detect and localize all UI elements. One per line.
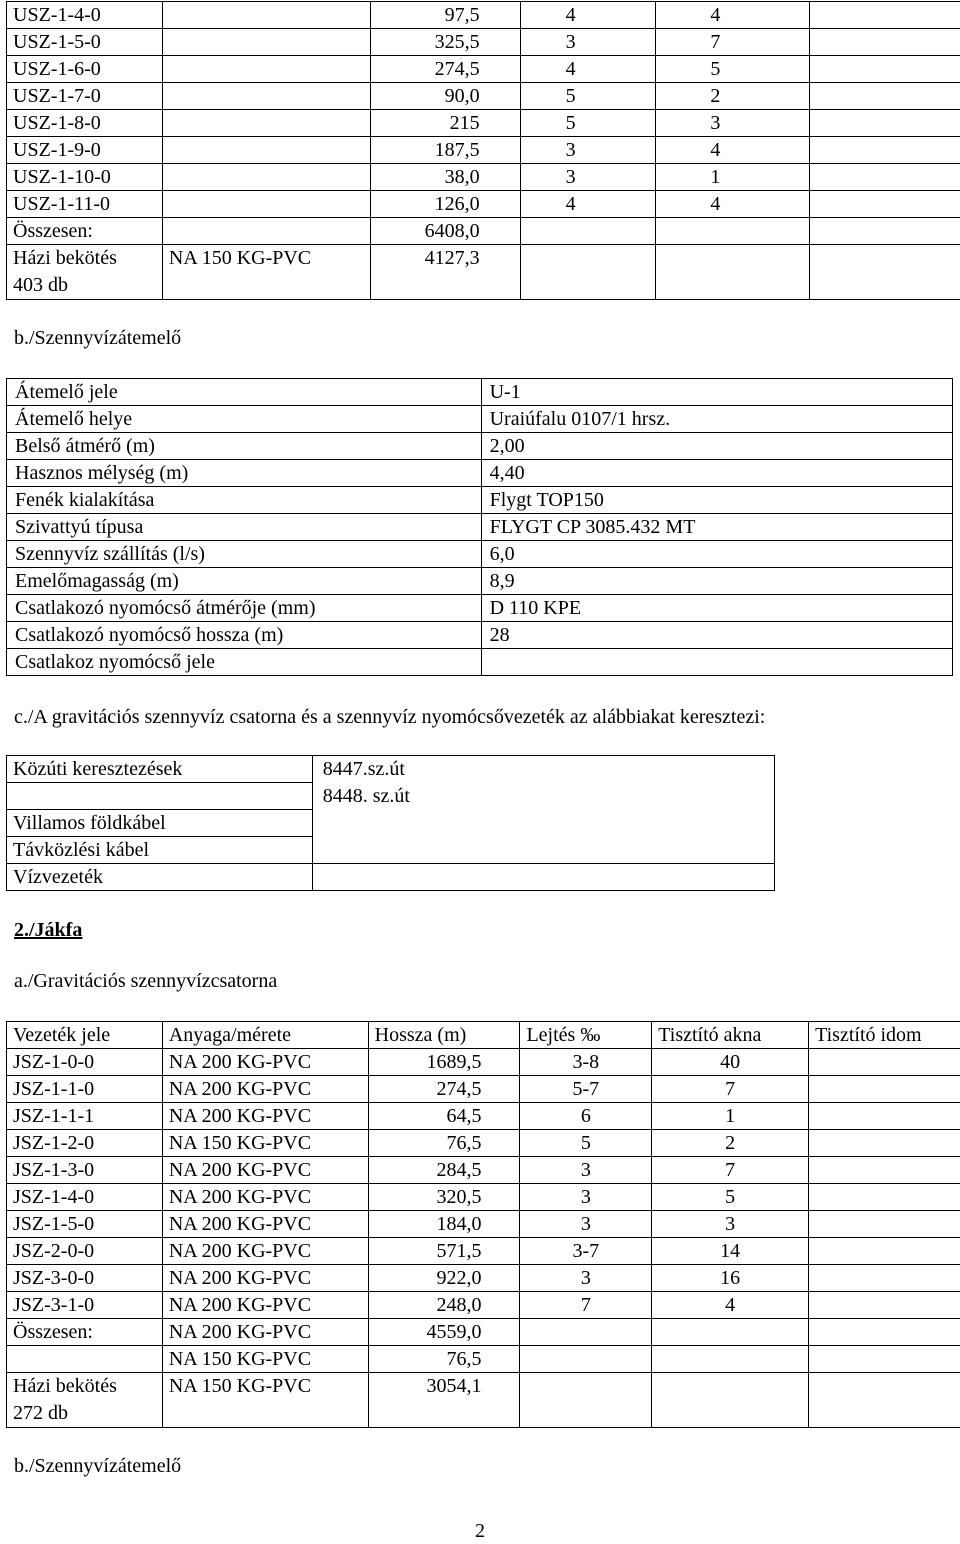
table-cell: 3: [652, 1211, 809, 1238]
table-cell: Összesen:: [7, 218, 163, 245]
table-cell: 284,5: [368, 1157, 520, 1184]
table-cell: 7: [655, 29, 810, 56]
atemelo-label: Csatlakoz nyomócső jele: [7, 649, 482, 676]
table-row: [7, 1265, 960, 1292]
table-cell: 5: [520, 83, 655, 110]
table-row: [7, 1184, 960, 1211]
table-row: [7, 2, 960, 29]
table-cell: [809, 1157, 960, 1184]
atemelo-value: U-1: [481, 379, 952, 406]
atemelo-label: Fenék kialakítása: [7, 487, 482, 514]
table-cell: JSZ-1-1-1: [7, 1103, 163, 1130]
table-row: [7, 245, 960, 300]
table-cell: 6408,0: [370, 218, 520, 245]
table-cell: [810, 2, 960, 29]
table-row: [7, 1346, 960, 1373]
atemelo-value: 28: [481, 622, 952, 649]
table-row: [7, 56, 960, 83]
table-cell: 274,5: [370, 56, 520, 83]
table-cell: 4: [655, 2, 810, 29]
table-row: [7, 1238, 960, 1265]
crossing-label: Villamos földkábel: [7, 810, 313, 837]
table-cell: 184,0: [368, 1211, 520, 1238]
table-cell: 5: [652, 1184, 809, 1211]
table-row: [7, 379, 953, 406]
table-cell: [655, 218, 810, 245]
table-cell: [520, 1346, 652, 1373]
table-header-row: [7, 1022, 960, 1049]
table-cell: 7: [652, 1157, 809, 1184]
crossing-label: Közúti keresztezések: [7, 756, 313, 783]
table-row: [7, 595, 953, 622]
table-cell: [652, 1319, 809, 1346]
table-cell: 187,5: [370, 137, 520, 164]
table-cell: 4: [655, 137, 810, 164]
table-cell: [520, 1373, 652, 1428]
crossing-table: [6, 755, 775, 891]
table-row: [7, 164, 960, 191]
table-row: [7, 137, 960, 164]
table-cell: [162, 164, 370, 191]
table-cell: [809, 1211, 960, 1238]
table-cell: [810, 245, 960, 300]
table-cell: [652, 1346, 809, 1373]
table-cell: JSZ-1-4-0: [7, 1184, 163, 1211]
table-row: [7, 1103, 960, 1130]
atemelo-label: Átemelő helye: [7, 406, 482, 433]
table-cell: 274,5: [368, 1076, 520, 1103]
atemelo-value: 8,9: [481, 568, 952, 595]
atemelo-label: Csatlakozó nyomócső hossza (m): [7, 622, 482, 649]
table-cell: JSZ-2-0-0: [7, 1238, 163, 1265]
top-pipe-table: [6, 1, 960, 300]
table-cell: NA 200 KG-PVC: [162, 1103, 368, 1130]
table-cell: [809, 1049, 960, 1076]
table-cell: [162, 29, 370, 56]
table-cell: [810, 83, 960, 110]
hazi-label-line2: 403 db: [13, 272, 156, 299]
table-cell: 4: [520, 191, 655, 218]
table-cell: NA 200 KG-PVC: [162, 1049, 368, 1076]
table-cell: JSZ-1-3-0: [7, 1157, 163, 1184]
table-cell: [809, 1373, 960, 1428]
atemelo-label: Szivattyú típusa: [7, 514, 482, 541]
table-cell: 2: [652, 1130, 809, 1157]
table-cell: [162, 137, 370, 164]
hazi-label-line2: 272 db: [13, 1400, 156, 1427]
table-cell: USZ-1-4-0: [7, 2, 163, 29]
table-cell: [520, 245, 655, 300]
table-cell: 325,5: [370, 29, 520, 56]
table-row: [7, 568, 953, 595]
table-cell: 3: [520, 1184, 652, 1211]
table-row: [7, 191, 960, 218]
table-cell: 90,0: [370, 83, 520, 110]
table-cell: [809, 1319, 960, 1346]
atemelo-value: 6,0: [481, 541, 952, 568]
jakfa-pipe-table: [6, 1021, 960, 1428]
column-header: Hossza (m): [368, 1022, 520, 1049]
atemelo-label: Emelőmagasság (m): [7, 568, 482, 595]
table-cell: NA 150 KG-PVC: [162, 1346, 368, 1373]
table-cell: 4: [652, 1292, 809, 1319]
table-row: [7, 1373, 960, 1428]
crossing-value: 8447.sz.út: [312, 756, 774, 783]
atemelo-label: Belső átmérő (m): [7, 433, 482, 460]
table-cell: [652, 1373, 809, 1428]
table-cell: [162, 83, 370, 110]
crossing-label: [7, 783, 313, 810]
table-cell: [809, 1292, 960, 1319]
table-cell: 97,5: [370, 2, 520, 29]
table-row: [7, 649, 953, 676]
table-cell: [809, 1184, 960, 1211]
table-cell: JSZ-1-0-0: [7, 1049, 163, 1076]
crossing-label: Vízvezeték: [7, 864, 313, 891]
table-cell: USZ-1-8-0: [7, 110, 163, 137]
table-row: [7, 783, 775, 810]
table-cell: USZ-1-6-0: [7, 56, 163, 83]
table-cell: [655, 245, 810, 300]
table-cell: USZ-1-5-0: [7, 29, 163, 56]
table-cell: [162, 2, 370, 29]
table-cell: 40: [652, 1049, 809, 1076]
table-cell: [809, 1265, 960, 1292]
table-row: [7, 110, 960, 137]
crossing-value: [312, 837, 774, 864]
table-cell: [809, 1103, 960, 1130]
table-row: [7, 756, 775, 783]
section-b1-title: b./Szennyvízátemelő: [14, 325, 181, 351]
table-row: [7, 810, 775, 837]
table-cell: NA 200 KG-PVC: [162, 1238, 368, 1265]
table-row: [7, 433, 953, 460]
column-header: Vezeték jele: [7, 1022, 163, 1049]
table-cell: [810, 137, 960, 164]
table-cell: 5: [520, 110, 655, 137]
table-cell: [809, 1346, 960, 1373]
table-row: [7, 460, 953, 487]
table-cell: NA 200 KG-PVC: [162, 1211, 368, 1238]
section-b2-title: b./Szennyvízátemelő: [14, 1453, 181, 1479]
table-row: [7, 406, 953, 433]
table-cell: [810, 218, 960, 245]
table-cell: 76,5: [368, 1130, 520, 1157]
atemelo-label: Csatlakozó nyomócső átmérője (mm): [7, 595, 482, 622]
table-cell: NA 200 KG-PVC: [162, 1292, 368, 1319]
hazi-bekotes-label: [7, 245, 163, 300]
table-cell: 2: [655, 83, 810, 110]
table-cell: NA 200 KG-PVC: [162, 1184, 368, 1211]
table-cell: 16: [652, 1265, 809, 1292]
table-cell: 248,0: [368, 1292, 520, 1319]
table-cell: [162, 110, 370, 137]
table-cell: 1689,5: [368, 1049, 520, 1076]
crossing-value: 8448. sz.út: [312, 783, 774, 810]
table-cell: 571,5: [368, 1238, 520, 1265]
table-row: [7, 1292, 960, 1319]
atemelo-table: [6, 378, 953, 676]
table-cell: [810, 164, 960, 191]
table-cell: [810, 191, 960, 218]
table-row: [7, 864, 775, 891]
table-cell: 4: [520, 2, 655, 29]
section-c-title: c./A gravitációs szennyvíz csatorna és a szennyvíz nyomócsővezeték az alábbiakat keresztezi:: [14, 704, 765, 730]
table-cell: [162, 218, 370, 245]
table-cell: [809, 1076, 960, 1103]
table-row: [7, 1130, 960, 1157]
table-row: [7, 1049, 960, 1076]
table-cell: USZ-1-10-0: [7, 164, 163, 191]
table-cell: NA 200 KG-PVC: [162, 1157, 368, 1184]
table-cell: 5: [655, 56, 810, 83]
atemelo-value: 2,00: [481, 433, 952, 460]
column-header: Tisztító akna: [652, 1022, 809, 1049]
table-row: [7, 1211, 960, 1238]
table-cell: JSZ-1-1-0: [7, 1076, 163, 1103]
table-cell: 6: [520, 1103, 652, 1130]
hazi-label-line1: Házi bekötés: [13, 245, 156, 272]
table-cell: 7: [520, 1292, 652, 1319]
table-cell: 3: [520, 1157, 652, 1184]
table-cell: 3: [520, 29, 655, 56]
table-cell: USZ-1-11-0: [7, 191, 163, 218]
crossing-value: [312, 864, 774, 891]
table-cell: 5: [520, 1130, 652, 1157]
table-cell: NA 150 KG-PVC: [162, 1130, 368, 1157]
table-cell: NA 200 KG-PVC: [162, 1076, 368, 1103]
table-cell: 38,0: [370, 164, 520, 191]
table-cell: [809, 1130, 960, 1157]
table-cell: JSZ-3-0-0: [7, 1265, 163, 1292]
hazi-material: NA 150 KG-PVC: [162, 245, 370, 300]
table-row: [7, 1157, 960, 1184]
table-cell: 4: [655, 191, 810, 218]
column-header: Anyaga/mérete: [162, 1022, 368, 1049]
column-header: Tisztító idom: [809, 1022, 960, 1049]
table-cell: 3-8: [520, 1049, 652, 1076]
table-cell: 215: [370, 110, 520, 137]
column-header: Lejtés ‰: [520, 1022, 652, 1049]
atemelo-label: Hasznos mélység (m): [7, 460, 482, 487]
hazi-material: NA 150 KG-PVC: [162, 1373, 368, 1428]
section-a-title: a./Gravitációs szennyvízcsatorna: [14, 968, 277, 994]
table-cell: 3: [520, 164, 655, 191]
table-cell: 3: [520, 1265, 652, 1292]
table-cell: 64,5: [368, 1103, 520, 1130]
table-row: [7, 487, 953, 514]
page-number: 2: [475, 1518, 485, 1544]
table-row: [7, 1319, 960, 1346]
hazi-length: 3054,1: [368, 1373, 520, 1428]
table-row: [7, 622, 953, 649]
hazi-bekotes-label: [7, 1373, 163, 1428]
table-cell: NA 200 KG-PVC: [162, 1319, 368, 1346]
table-cell: 320,5: [368, 1184, 520, 1211]
atemelo-value: Flygt TOP150: [481, 487, 952, 514]
table-row: [7, 837, 775, 864]
table-cell: 14: [652, 1238, 809, 1265]
table-cell: 7: [652, 1076, 809, 1103]
table-cell: [809, 1238, 960, 1265]
table-row: [7, 218, 960, 245]
table-row: [7, 541, 953, 568]
atemelo-label: Átemelő jele: [7, 379, 482, 406]
table-cell: Összesen:: [7, 1319, 163, 1346]
atemelo-value: Uraiúfalu 0107/1 hrsz.: [481, 406, 952, 433]
table-cell: 3: [520, 137, 655, 164]
table-cell: [162, 56, 370, 83]
table-row: [7, 29, 960, 56]
table-cell: JSZ-1-2-0: [7, 1130, 163, 1157]
hazi-length: 4127,3: [370, 245, 520, 300]
table-cell: 5-7: [520, 1076, 652, 1103]
atemelo-value: [481, 649, 952, 676]
table-cell: JSZ-3-1-0: [7, 1292, 163, 1319]
table-cell: 126,0: [370, 191, 520, 218]
crossing-value: [312, 810, 774, 837]
table-cell: [520, 218, 655, 245]
atemelo-value: FLYGT CP 3085.432 MT: [481, 514, 952, 541]
table-cell: 4559,0: [368, 1319, 520, 1346]
table-cell: [162, 191, 370, 218]
table-cell: [810, 56, 960, 83]
atemelo-value: 4,40: [481, 460, 952, 487]
section-2-title: 2./Jákfa: [14, 917, 82, 943]
table-row: [7, 1076, 960, 1103]
table-cell: 1: [655, 164, 810, 191]
table-cell: 4: [520, 56, 655, 83]
table-cell: 76,5: [368, 1346, 520, 1373]
table-cell: 922,0: [368, 1265, 520, 1292]
table-cell: [810, 110, 960, 137]
table-row: [7, 83, 960, 110]
table-cell: 3-7: [520, 1238, 652, 1265]
table-cell: JSZ-1-5-0: [7, 1211, 163, 1238]
table-cell: 3: [520, 1211, 652, 1238]
table-cell: [520, 1319, 652, 1346]
table-cell: 1: [652, 1103, 809, 1130]
table-cell: [7, 1346, 163, 1373]
table-cell: USZ-1-9-0: [7, 137, 163, 164]
atemelo-label: Szennyvíz szállítás (l/s): [7, 541, 482, 568]
table-cell: 3: [655, 110, 810, 137]
crossing-label: Távközlési kábel: [7, 837, 313, 864]
table-cell: USZ-1-7-0: [7, 83, 163, 110]
hazi-label-line1: Házi bekötés: [13, 1373, 156, 1400]
table-cell: [810, 29, 960, 56]
atemelo-value: D 110 KPE: [481, 595, 952, 622]
table-row: [7, 514, 953, 541]
table-cell: NA 200 KG-PVC: [162, 1265, 368, 1292]
